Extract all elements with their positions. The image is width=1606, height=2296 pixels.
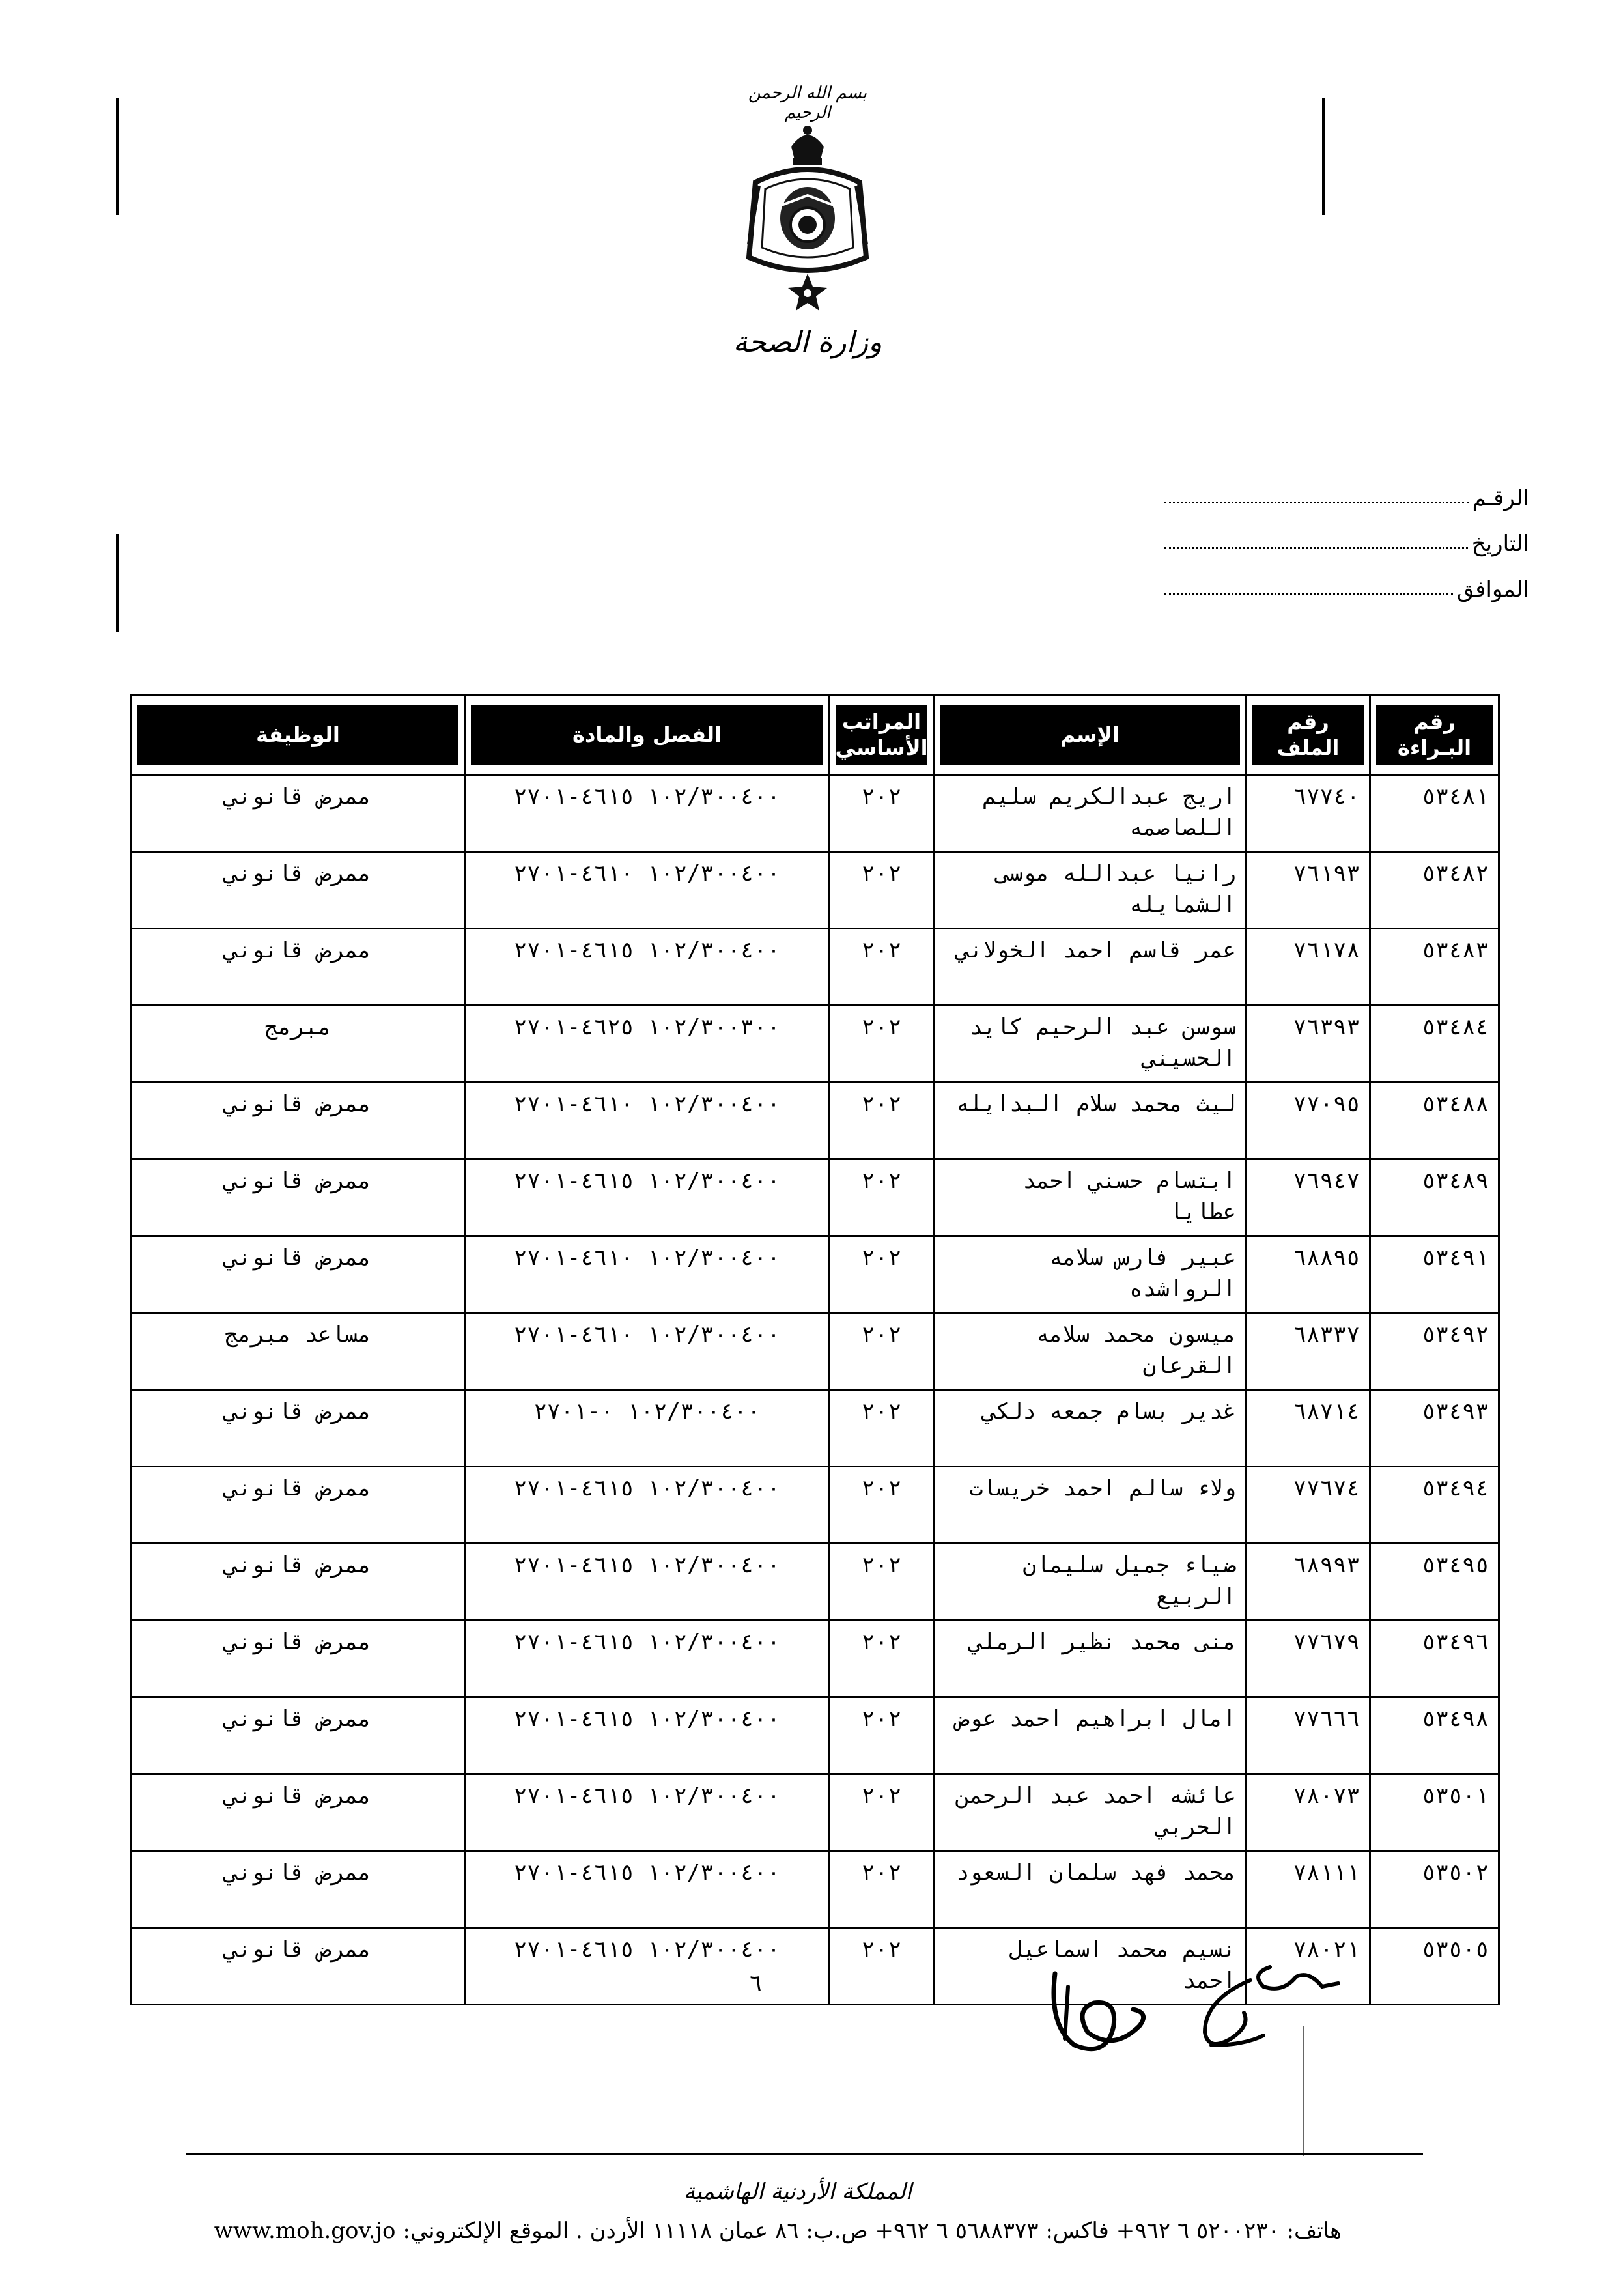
cell-category: ٢٠٢ — [830, 1544, 934, 1621]
cell-record-no: ٥٣٤٨٢ — [1370, 852, 1499, 929]
cell-name: امال ابراهيم احمد عوض — [934, 1697, 1247, 1774]
table-row — [132, 775, 1499, 852]
page-number: ٦ — [749, 1970, 763, 1996]
reference-corresponding-label: الموافق — [1456, 576, 1529, 602]
cell-record-no: ٥٣٤٨٩ — [1370, 1159, 1499, 1236]
cell-category: ٢٠٢ — [830, 1467, 934, 1544]
cell-file-no: ٧٦٩٤٧ — [1247, 1159, 1370, 1236]
table-row — [132, 1697, 1499, 1774]
cell-job: مساعد مبرمج — [132, 1313, 465, 1390]
left-margin-line — [116, 98, 119, 215]
cell-job: ممرض قانوني — [132, 1621, 465, 1697]
cell-name: ابتسام حسني احمد عطايا — [934, 1159, 1247, 1236]
cell-file-no: ٦٧٧٤٠ — [1247, 775, 1370, 852]
cell-record-no: ٥٣٥٠٢ — [1370, 1851, 1499, 1928]
cell-category: ٢٠٢ — [830, 1236, 934, 1313]
employees-table — [130, 694, 1500, 2005]
cell-record-no: ٥٣٤٩٢ — [1370, 1313, 1499, 1390]
cell-record-no: ٥٣٤٩٥ — [1370, 1544, 1499, 1621]
cell-file-no: ٧٦١٧٨ — [1247, 929, 1370, 1006]
left-margin-line-2 — [116, 534, 119, 632]
cell-job: ممرض قانوني — [132, 775, 465, 852]
cell-chapter: ١٠٢/٣٠٠٤٠٠ ٤٦١٥-٢٧٠١ — [465, 929, 830, 1006]
table-row — [132, 1006, 1499, 1083]
table-row — [132, 1544, 1499, 1621]
cell-record-no: ٥٣٤٨٤ — [1370, 1006, 1499, 1083]
cell-job: ممرض قانوني — [132, 1544, 465, 1621]
cell-record-no: ٥٣٤٩١ — [1370, 1236, 1499, 1313]
table-row — [132, 1159, 1499, 1236]
cell-file-no: ٧٦٣٩٣ — [1247, 1006, 1370, 1083]
reference-number-field[interactable] — [1164, 502, 1469, 503]
cell-file-no: ٧٨٠٢١ — [1247, 1928, 1370, 2005]
right-margin-line — [1322, 98, 1325, 215]
cell-chapter: ١٠٢/٣٠٠٤٠٠ ٤٦١٥-٢٧٠١ — [465, 1467, 830, 1544]
cell-file-no: ٧٦١٩٣ — [1247, 852, 1370, 929]
cell-category: ٢٠٢ — [830, 1851, 934, 1928]
cell-job: ممرض قانوني — [132, 1851, 465, 1928]
cell-job: مبرمج — [132, 1006, 465, 1083]
cell-name: عمر قاسم احمد الخولاني — [934, 929, 1247, 1006]
header-chapter: الفصل والمادة — [465, 695, 830, 775]
table-row — [132, 1313, 1499, 1390]
header-job: الوظيفة — [132, 695, 465, 775]
cell-name: نسيم محمد اسماعيل احمد — [934, 1928, 1247, 2005]
cell-name: عائشه احمد عبد الرحمن الحربي — [934, 1774, 1247, 1851]
cell-chapter: ١٠٢/٣٠٠٤٠٠ ٤٦١٠-٢٧٠١ — [465, 1083, 830, 1159]
reference-corresponding-field[interactable] — [1164, 593, 1453, 595]
cell-chapter: ١٠٢/٣٠٠٤٠٠ ٤٦١٠-٢٧٠١ — [465, 1236, 830, 1313]
table-row — [132, 852, 1499, 929]
handwritten-signatures — [1035, 1948, 1413, 2078]
cell-category: ٢٠٢ — [830, 1006, 934, 1083]
cell-chapter: ١٠٢/٣٠٠٤٠٠ ٤٦١٥-٢٧٠١ — [465, 1621, 830, 1697]
cell-job: ممرض قانوني — [132, 1236, 465, 1313]
cell-chapter: ١٠٢/٣٠٠٤٠٠ ٠-٢٧٠١ — [465, 1390, 830, 1467]
cell-file-no: ٧٨١١١ — [1247, 1851, 1370, 1928]
reference-date-field[interactable] — [1164, 547, 1468, 549]
cell-name: منى محمد نظير الرملي — [934, 1621, 1247, 1697]
cell-file-no: ٦٨٨٩٥ — [1247, 1236, 1370, 1313]
cell-category: ٢٠٢ — [830, 1083, 934, 1159]
cell-chapter: ١٠٢/٣٠٠٤٠٠ ٤٦١٠-٢٧٠١ — [465, 852, 830, 929]
header-name: الإسم — [934, 695, 1247, 775]
cell-record-no: ٥٣٤٨١ — [1370, 775, 1499, 852]
reference-corresponding-row — [1164, 570, 1529, 602]
cell-category: ٢٠٢ — [830, 775, 934, 852]
footer-rule — [186, 2153, 1423, 2155]
cell-category: ٢٠٢ — [830, 929, 934, 1006]
cell-name: غدير بسام جمعه دلكي — [934, 1390, 1247, 1467]
reference-date-label: التاريخ — [1471, 531, 1529, 557]
cell-job: ممرض قانوني — [132, 1697, 465, 1774]
cell-record-no: ٥٣٤٨٣ — [1370, 929, 1499, 1006]
cell-chapter: ١٠٢/٣٠٠٤٠٠ ٤٦١٥-٢٧٠١ — [465, 1774, 830, 1851]
cell-record-no: ٥٣٤٩٣ — [1370, 1390, 1499, 1467]
table-row — [132, 1390, 1499, 1467]
cell-job: ممرض قانوني — [132, 852, 465, 929]
jordan-coat-of-arms-icon — [736, 120, 879, 316]
cell-job: ممرض قانوني — [132, 1390, 465, 1467]
cell-record-no: ٥٣٤٩٨ — [1370, 1697, 1499, 1774]
table-row — [132, 1774, 1499, 1851]
cell-category: ٢٠٢ — [830, 1313, 934, 1390]
cell-file-no: ٦٨٣٣٧ — [1247, 1313, 1370, 1390]
table-row — [132, 1851, 1499, 1928]
table-row — [132, 1467, 1499, 1544]
basmala: بسم الله الرحمن الرحيم — [748, 83, 867, 122]
cell-name: ليث محمد سلام البدايله — [934, 1083, 1247, 1159]
cell-chapter: ١٠٢/٣٠٠٤٠٠ ٤٦١٥-٢٧٠١ — [465, 1159, 830, 1236]
cell-job: ممرض قانوني — [132, 1083, 465, 1159]
header-category: المراتب الأساسي — [830, 695, 934, 775]
cell-chapter: ١٠٢/٣٠٠٤٠٠ ٤٦١٥-٢٧٠١ — [465, 1544, 830, 1621]
cell-name: عبير فارس سلامه الرواشده — [934, 1236, 1247, 1313]
cell-category: ٢٠٢ — [830, 1390, 934, 1467]
table-header-row — [132, 695, 1499, 775]
cell-name: ولاء سالم احمد خريسات — [934, 1467, 1247, 1544]
cell-chapter: ١٠٢/٣٠٠٤٠٠ ٤٦١٥-٢٧٠١ — [465, 1697, 830, 1774]
cell-record-no: ٥٣٥٠٥ — [1370, 1928, 1499, 2005]
cell-chapter: ١٠٢/٣٠٠٤٠٠ ٤٦١٥-٢٧٠١ — [465, 775, 830, 852]
reference-number-row — [1164, 479, 1529, 511]
table-row — [132, 1083, 1499, 1159]
cell-category: ٢٠٢ — [830, 1774, 934, 1851]
cell-file-no: ٧٨٠٧٣ — [1247, 1774, 1370, 1851]
cell-job: ممرض قانوني — [132, 1774, 465, 1851]
cell-job: ممرض قانوني — [132, 1159, 465, 1236]
table-body — [132, 775, 1499, 2005]
cell-file-no: ٦٨٧١٤ — [1247, 1390, 1370, 1467]
cell-category: ٢٠٢ — [830, 1697, 934, 1774]
cell-record-no: ٥٣٤٩٦ — [1370, 1621, 1499, 1697]
cell-file-no: ٧٧٦٦٦ — [1247, 1697, 1370, 1774]
cell-chapter: ١٠٢/٣٠٠٤٠٠ ٤٦١٥-٢٧٠١ — [465, 1851, 830, 1928]
cell-category: ٢٠٢ — [830, 1159, 934, 1236]
reference-date-row — [1164, 524, 1529, 557]
cell-name: سوسن عبد الرحيم كايد الحسيني — [934, 1006, 1247, 1083]
cell-record-no: ٥٣٥٠١ — [1370, 1774, 1499, 1851]
cell-category: ٢٠٢ — [830, 1621, 934, 1697]
cell-record-no: ٥٣٤٨٨ — [1370, 1083, 1499, 1159]
table-row — [132, 1236, 1499, 1313]
footer-kingdom: المملكة الأردنية الهاشمية — [684, 2179, 912, 2205]
cell-category: ٢٠٢ — [830, 1928, 934, 2005]
cell-chapter: ١٠٢/٣٠٠٤٠٠ ٤٦١٥-٢٧٠١ — [465, 1928, 830, 2005]
reference-number-label: الرقـم — [1472, 485, 1529, 511]
cell-category: ٢٠٢ — [830, 852, 934, 929]
ministry-name: وزارة الصحة — [733, 326, 882, 359]
cell-job: ممرض قانوني — [132, 929, 465, 1006]
cell-name: رانيا عبدالله موسى الشمايله — [934, 852, 1247, 929]
cell-file-no: ٦٨٩٩٣ — [1247, 1544, 1370, 1621]
cell-chapter: ١٠٢/٣٠٠٣٠٠ ٤٦٢٥-٢٧٠١ — [465, 1006, 830, 1083]
cell-record-no: ٥٣٤٩٤ — [1370, 1467, 1499, 1544]
cell-file-no: ٧٧٠٩٥ — [1247, 1083, 1370, 1159]
cell-file-no: ٧٧٦٧٤ — [1247, 1467, 1370, 1544]
header-file-no: رقم الملف — [1247, 695, 1370, 775]
cell-job: ممرض قانوني — [132, 1467, 465, 1544]
table-row — [132, 929, 1499, 1006]
cell-name: ضياء جميل سليمان الربيع — [934, 1544, 1247, 1621]
cell-name: ميسون محمد سلامه القرعان — [934, 1313, 1247, 1390]
cell-name: محمد فهد سلمان السعود — [934, 1851, 1247, 1928]
header-record-no: رقم البـراءة — [1370, 695, 1499, 775]
table-row — [132, 1621, 1499, 1697]
cell-job: ممرض قانوني — [132, 1928, 465, 2005]
cell-chapter: ١٠٢/٣٠٠٤٠٠ ٤٦١٠-٢٧٠١ — [465, 1313, 830, 1390]
cell-name: اريج عبدالكريم سليم اللصاصمه — [934, 775, 1247, 852]
footer-contact: هاتف: ٥٢٠٠٢٣٠ ٦ ٩٦٢+ فاكس: ٥٦٨٨٣٧٣ ٦ ٩٦٢+ ص.ب: ٨٦ عمان ١١١١٨ الأردن . الموقع الإلكتروني: www.moh.gov.jo — [214, 2218, 1342, 2244]
cell-file-no: ٧٧٦٧٩ — [1247, 1621, 1370, 1697]
